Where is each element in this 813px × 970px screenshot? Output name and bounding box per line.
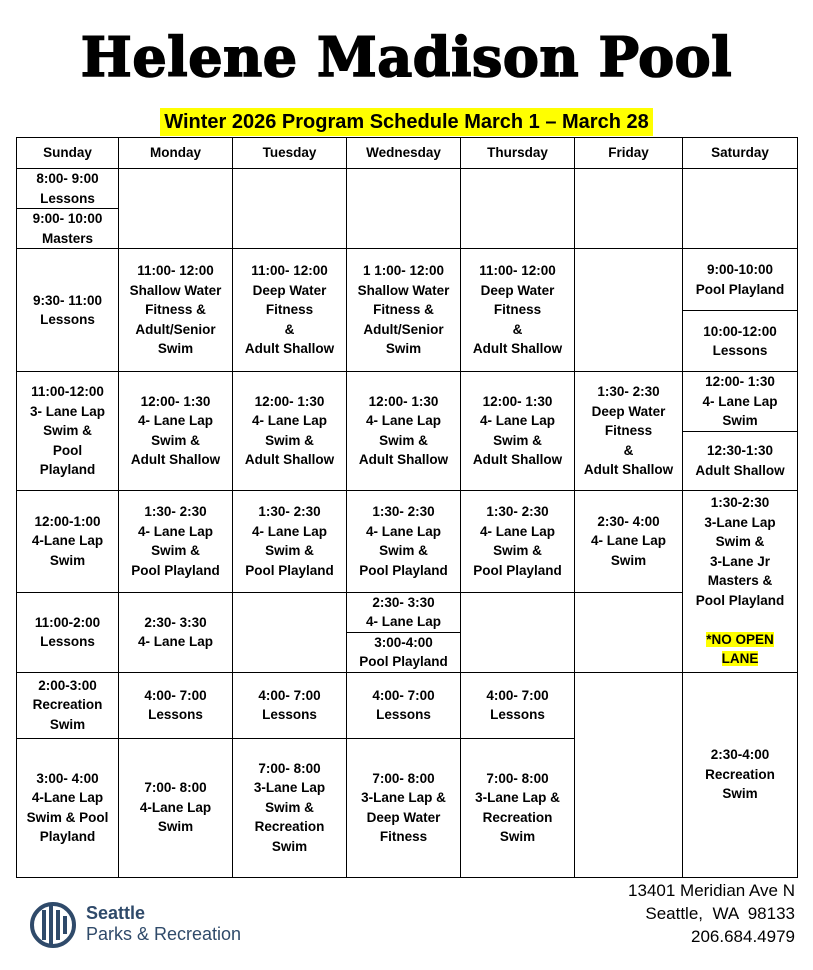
schedule-cell: 12:00-1:00 4-Lane Lap Swim [17,490,119,592]
empty-cell [461,592,575,672]
schedule-cell: 12:00- 1:30 4- Lane Lap Swim & Adult Shallow [233,372,347,491]
page-title: Helene Madison Pool [80,25,733,89]
logo-line-1: Seattle [86,903,146,923]
day-header-wednesday: Wednesday [347,138,461,169]
schedule-cell: 11:00-2:00 Lessons [17,592,119,672]
schedule-cell: 7:00- 8:00 3-Lane Lap & Deep Water Fitness [347,738,461,877]
schedule-cell: 11:00- 12:00 Shallow Water Fitness & Adult/Senior Swim [119,249,233,372]
schedule-cell: 8:00- 9:00 Lessons [17,169,119,209]
phone-number: 206.684.4979 [691,927,795,946]
schedule-cell: 9:30- 11:00 Lessons [17,249,119,372]
seattle-parks-logo [30,900,290,952]
schedule-cell: 7:00- 8:00 3-Lane Lap Swim & Recreation Swim [233,738,347,877]
seattle-parks-logo-icon [30,900,76,950]
schedule-subtitle: Winter 2026 Program Schedule March 1 – March 28 [160,108,652,136]
schedule-table [16,137,798,878]
empty-cell [683,169,798,249]
schedule-cell: 2:30- 3:30 4- Lane Lap [119,592,233,672]
schedule-cell [683,490,798,672]
empty-cell [461,169,575,249]
empty-cell [233,592,347,672]
no-open-lane-note: *NO OPEN LANE [706,631,774,667]
schedule-cell: 10:00-12:00 Lessons [683,311,798,372]
day-header-friday: Friday [575,138,683,169]
address-block [628,879,795,948]
empty-cell [575,169,683,249]
schedule-cell: 4:00- 7:00 Lessons [233,672,347,738]
schedule-cell: 3:00-4:00 Pool Playland [347,632,461,672]
empty-cell [119,169,233,249]
address-street: 13401 Meridian Ave N [628,881,795,900]
empty-cell [575,672,683,877]
schedule-cell: 2:30- 4:00 4- Lane Lap Swim [575,490,683,592]
day-header-monday: Monday [119,138,233,169]
schedule-cell: 11:00- 12:00 Deep Water Fitness & Adult Shallow [233,249,347,372]
schedule-cell: 1:30- 2:30 Deep Water Fitness & Adult Shallow [575,372,683,491]
day-header-thursday: Thursday [461,138,575,169]
schedule-cell: 1:30- 2:30 4- Lane Lap Swim & Pool Playland [461,490,575,592]
schedule-cell: 1:30- 2:30 4- Lane Lap Swim & Pool Playland [347,490,461,592]
schedule-cell: 12:00- 1:30 4- Lane Lap Swim [683,372,798,432]
schedule-cell: 3:00- 4:00 4-Lane Lap Swim & Pool Playland [17,738,119,877]
schedule-cell: 11:00- 12:00 Deep Water Fitness & Adult Shallow [461,249,575,372]
day-header-sunday: Sunday [17,138,119,169]
schedule-cell: 1:30- 2:30 4- Lane Lap Swim & Pool Playland [233,490,347,592]
schedule-cell: 9:00-10:00 Pool Playland [683,249,798,311]
schedule-cell: 1:30- 2:30 4- Lane Lap Swim & Pool Playland [119,490,233,592]
saturday-afternoon-text: 1:30-2:30 3-Lane Lap Swim & 3-Lane Jr Masters & Pool Playland [695,495,785,608]
schedule-cell: 2:30-4:00 Recreation Swim [683,672,798,877]
schedule-cell: 9:00- 10:00 Masters [17,209,119,249]
schedule-cell: 12:30-1:30 Adult Shallow [683,431,798,490]
schedule-cell: 7:00- 8:00 4-Lane Lap Swim [119,738,233,877]
address-city: Seattle, WA 98133 [645,904,795,923]
empty-cell [347,169,461,249]
day-header-saturday: Saturday [683,138,798,169]
schedule-cell: 1 1:00- 12:00 Shallow Water Fitness & Adult/Senior Swim [347,249,461,372]
schedule-cell: 7:00- 8:00 3-Lane Lap & Recreation Swim [461,738,575,877]
empty-cell [575,592,683,672]
logo-line-2: Parks & Recreation [86,924,242,944]
schedule-cell: 12:00- 1:30 4- Lane Lap Swim & Adult Shallow [347,372,461,491]
schedule-cell: 12:00- 1:30 4- Lane Lap Swim & Adult Shallow [119,372,233,491]
schedule-cell: 2:00-3:00 Recreation Swim [17,672,119,738]
schedule-cell: 2:30- 3:30 4- Lane Lap [347,592,461,632]
schedule-cell: 4:00- 7:00 Lessons [347,672,461,738]
day-header-tuesday: Tuesday [233,138,347,169]
empty-cell [575,249,683,372]
empty-cell [233,169,347,249]
schedule-cell: 12:00- 1:30 4- Lane Lap Swim & Adult Shallow [461,372,575,491]
header-row [17,138,798,169]
schedule-cell: 11:00-12:00 3- Lane Lap Swim & Pool Playland [17,372,119,491]
schedule-cell: 4:00- 7:00 Lessons [461,672,575,738]
schedule-cell: 4:00- 7:00 Lessons [119,672,233,738]
